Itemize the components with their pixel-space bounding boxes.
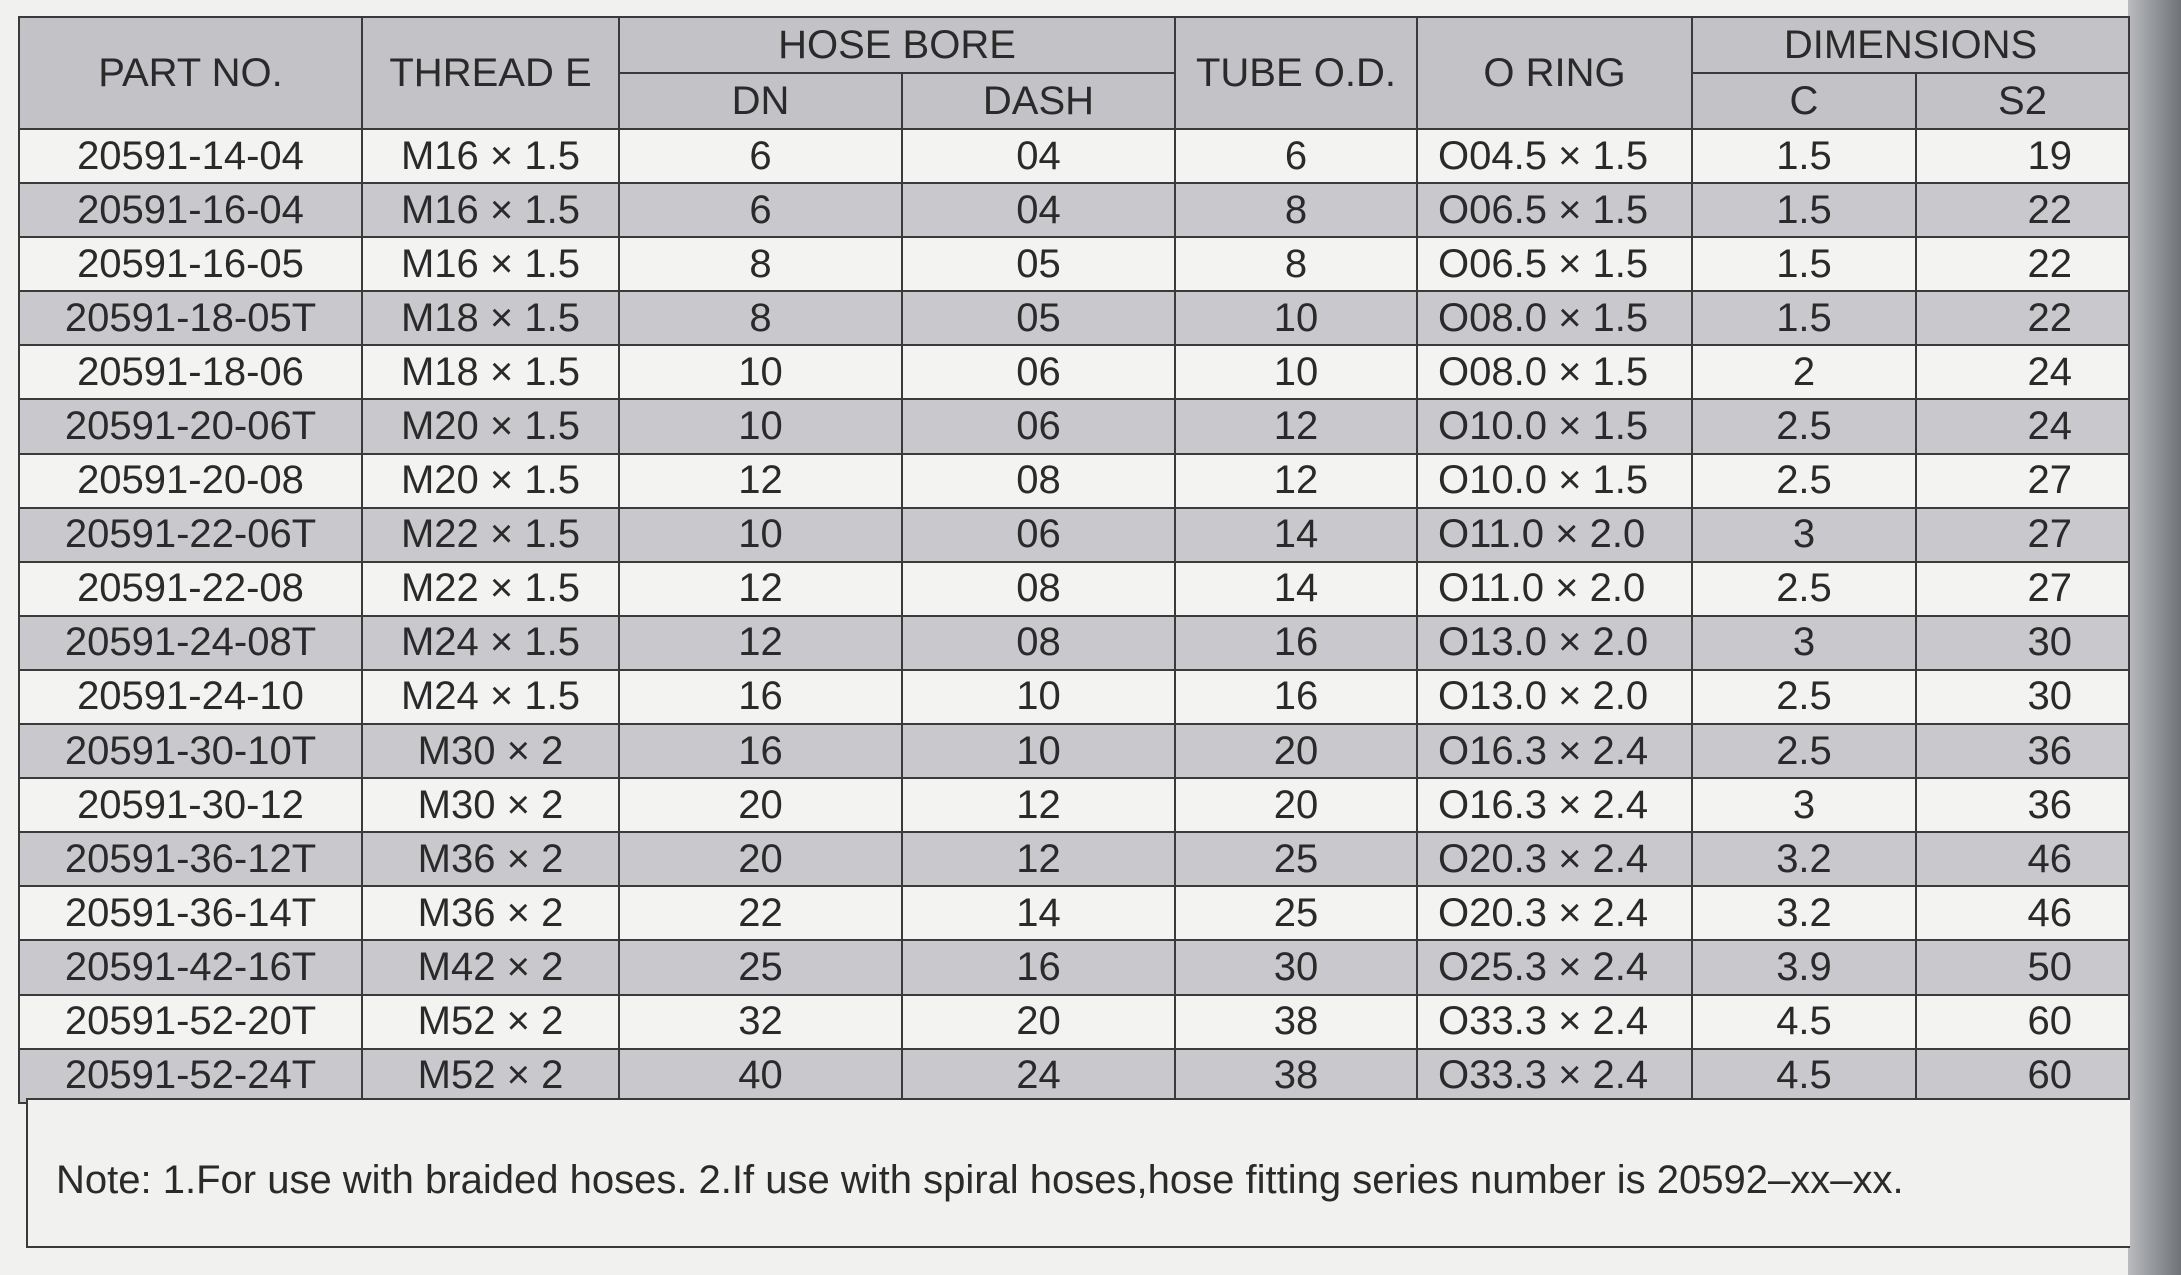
cell-c: 4.5: [1692, 995, 1916, 1049]
cell-dash: 04: [902, 129, 1175, 183]
cell-o-ring: O25.3 × 2.4: [1417, 940, 1692, 994]
header-c: C: [1692, 73, 1916, 129]
cell-thread-e: M24 × 1.5: [362, 616, 619, 670]
cell-o-ring: O33.3 × 2.4: [1417, 1049, 1692, 1103]
cell-dn: 20: [619, 832, 902, 886]
cell-s2: 27: [1916, 508, 2129, 562]
cell-s2: 36: [1916, 724, 2129, 778]
cell-c: 3: [1692, 778, 1916, 832]
cell-thread-e: M20 × 1.5: [362, 399, 619, 453]
table-row: [19, 940, 2129, 994]
cell-o-ring: O16.3 × 2.4: [1417, 724, 1692, 778]
cell-c: 2.5: [1692, 399, 1916, 453]
header-o-ring: O RING: [1417, 17, 1692, 129]
cell-thread-e: M16 × 1.5: [362, 129, 619, 183]
cell-dn: 32: [619, 995, 902, 1049]
cell-part-no: 20591-52-20T: [19, 995, 362, 1049]
cell-s2: 27: [1916, 562, 2129, 616]
cell-c: 3: [1692, 508, 1916, 562]
cell-dash: 24: [902, 1049, 1175, 1103]
cell-dash: 10: [902, 670, 1175, 724]
cell-s2: 46: [1916, 832, 2129, 886]
cell-tube-od: 6: [1175, 129, 1417, 183]
cell-tube-od: 14: [1175, 562, 1417, 616]
cell-dash: 08: [902, 562, 1175, 616]
cell-s2: 60: [1916, 1049, 2129, 1103]
cell-dn: 10: [619, 508, 902, 562]
cell-c: 1.5: [1692, 183, 1916, 237]
cell-c: 3.2: [1692, 832, 1916, 886]
cell-dash: 16: [902, 940, 1175, 994]
cell-tube-od: 8: [1175, 237, 1417, 291]
table-row: [19, 995, 2129, 1049]
cell-c: 1.5: [1692, 291, 1916, 345]
cell-c: 4.5: [1692, 1049, 1916, 1103]
cell-dn: 40: [619, 1049, 902, 1103]
cell-tube-od: 12: [1175, 454, 1417, 508]
cell-s2: 36: [1916, 778, 2129, 832]
table-row: [19, 832, 2129, 886]
table-row: [19, 183, 2129, 237]
cell-o-ring: O06.5 × 1.5: [1417, 237, 1692, 291]
cell-dash: 05: [902, 291, 1175, 345]
cell-dash: 20: [902, 995, 1175, 1049]
cell-part-no: 20591-30-10T: [19, 724, 362, 778]
cell-part-no: 20591-16-04: [19, 183, 362, 237]
cell-c: 2.5: [1692, 670, 1916, 724]
cell-part-no: 20591-30-12: [19, 778, 362, 832]
header-s2: S2: [1916, 73, 2129, 129]
cell-thread-e: M36 × 2: [362, 832, 619, 886]
cell-dn: 22: [619, 886, 902, 940]
table-row: [19, 886, 2129, 940]
table-row: [19, 508, 2129, 562]
cell-tube-od: 38: [1175, 995, 1417, 1049]
cell-tube-od: 30: [1175, 940, 1417, 994]
cell-tube-od: 25: [1175, 832, 1417, 886]
cell-dash: 06: [902, 508, 1175, 562]
cell-thread-e: M22 × 1.5: [362, 562, 619, 616]
cell-o-ring: O11.0 × 2.0: [1417, 562, 1692, 616]
cell-part-no: 20591-14-04: [19, 129, 362, 183]
cell-c: 1.5: [1692, 237, 1916, 291]
cell-dash: 06: [902, 399, 1175, 453]
cell-part-no: 20591-20-06T: [19, 399, 362, 453]
cell-dn: 16: [619, 724, 902, 778]
cell-thread-e: M52 × 2: [362, 1049, 619, 1103]
cell-o-ring: O20.3 × 2.4: [1417, 832, 1692, 886]
cell-tube-od: 25: [1175, 886, 1417, 940]
cell-c: 2.5: [1692, 724, 1916, 778]
cell-c: 1.5: [1692, 129, 1916, 183]
cell-part-no: 20591-16-05: [19, 237, 362, 291]
cell-thread-e: M52 × 2: [362, 995, 619, 1049]
table-row: [19, 129, 2129, 183]
table-row: [19, 724, 2129, 778]
cell-o-ring: O16.3 × 2.4: [1417, 778, 1692, 832]
header-hose-bore: HOSE BORE: [619, 17, 1175, 73]
cell-o-ring: O10.0 × 1.5: [1417, 399, 1692, 453]
cell-dash: 10: [902, 724, 1175, 778]
cell-dn: 12: [619, 454, 902, 508]
header-thread-e: THREAD E: [362, 17, 619, 129]
table-body: [19, 129, 2129, 1103]
table-row: [19, 1049, 2129, 1103]
header-tube-od: TUBE O.D.: [1175, 17, 1417, 129]
table-row: [19, 454, 2129, 508]
cell-o-ring: O33.3 × 2.4: [1417, 995, 1692, 1049]
cell-thread-e: M30 × 2: [362, 724, 619, 778]
table-row: [19, 399, 2129, 453]
cell-part-no: 20591-18-05T: [19, 291, 362, 345]
cell-thread-e: M22 × 1.5: [362, 508, 619, 562]
cell-c: 2.5: [1692, 454, 1916, 508]
cell-s2: 60: [1916, 995, 2129, 1049]
cell-dn: 6: [619, 183, 902, 237]
cell-dn: 20: [619, 778, 902, 832]
cell-thread-e: M16 × 1.5: [362, 237, 619, 291]
cell-o-ring: O11.0 × 2.0: [1417, 508, 1692, 562]
table-row: [19, 616, 2129, 670]
cell-o-ring: O04.5 × 1.5: [1417, 129, 1692, 183]
cell-dn: 6: [619, 129, 902, 183]
cell-s2: 22: [1916, 183, 2129, 237]
cell-tube-od: 12: [1175, 399, 1417, 453]
cell-dash: 12: [902, 778, 1175, 832]
cell-o-ring: O10.0 × 1.5: [1417, 454, 1692, 508]
table-row: [19, 291, 2129, 345]
note-text: Note: 1.For use with braided hoses. 2.If use with spiral hoses,hose fitting series number is 20592–xx–xx.: [56, 1158, 1904, 1202]
header-dimensions: DIMENSIONS: [1692, 17, 2129, 73]
cell-dash: 08: [902, 454, 1175, 508]
cell-part-no: 20591-20-08: [19, 454, 362, 508]
cell-o-ring: O13.0 × 2.0: [1417, 670, 1692, 724]
cell-part-no: 20591-22-06T: [19, 508, 362, 562]
cell-thread-e: M30 × 2: [362, 778, 619, 832]
cell-s2: 46: [1916, 886, 2129, 940]
cell-dn: 16: [619, 670, 902, 724]
cell-s2: 30: [1916, 670, 2129, 724]
cell-part-no: 20591-36-12T: [19, 832, 362, 886]
table-row: [19, 778, 2129, 832]
cell-part-no: 20591-18-06: [19, 345, 362, 399]
cell-c: 3.2: [1692, 886, 1916, 940]
cell-tube-od: 8: [1175, 183, 1417, 237]
table-row: [19, 562, 2129, 616]
cell-c: 3.9: [1692, 940, 1916, 994]
cell-tube-od: 10: [1175, 291, 1417, 345]
cell-part-no: 20591-24-08T: [19, 616, 362, 670]
cell-part-no: 20591-42-16T: [19, 940, 362, 994]
cell-part-no: 20591-22-08: [19, 562, 362, 616]
cell-s2: 50: [1916, 940, 2129, 994]
cell-dn: 8: [619, 237, 902, 291]
cell-s2: 19: [1916, 129, 2129, 183]
cell-s2: 30: [1916, 616, 2129, 670]
cell-s2: 22: [1916, 237, 2129, 291]
cell-c: 3: [1692, 616, 1916, 670]
cell-dn: 25: [619, 940, 902, 994]
cell-o-ring: O20.3 × 2.4: [1417, 886, 1692, 940]
cell-tube-od: 10: [1175, 345, 1417, 399]
cell-dn: 10: [619, 345, 902, 399]
header-dash: DASH: [902, 73, 1175, 129]
cell-c: 2.5: [1692, 562, 1916, 616]
cell-o-ring: O06.5 × 1.5: [1417, 183, 1692, 237]
cell-c: 2: [1692, 345, 1916, 399]
cell-tube-od: 38: [1175, 1049, 1417, 1103]
cell-thread-e: M24 × 1.5: [362, 670, 619, 724]
cell-s2: 24: [1916, 399, 2129, 453]
table-row: [19, 670, 2129, 724]
table-row: [19, 237, 2129, 291]
table-row: [19, 345, 2129, 399]
cell-o-ring: O13.0 × 2.0: [1417, 616, 1692, 670]
cell-part-no: 20591-24-10: [19, 670, 362, 724]
cell-dash: 08: [902, 616, 1175, 670]
cell-part-no: 20591-52-24T: [19, 1049, 362, 1103]
cell-thread-e: M42 × 2: [362, 940, 619, 994]
table-header: [19, 17, 2129, 129]
cell-s2: 22: [1916, 291, 2129, 345]
cell-dash: 12: [902, 832, 1175, 886]
cell-dn: 12: [619, 616, 902, 670]
cell-thread-e: M18 × 1.5: [362, 345, 619, 399]
cell-o-ring: O08.0 × 1.5: [1417, 345, 1692, 399]
cell-dn: 10: [619, 399, 902, 453]
cell-dash: 05: [902, 237, 1175, 291]
header-part-no: PART NO.: [19, 17, 362, 129]
cell-s2: 24: [1916, 345, 2129, 399]
note-box: [26, 1098, 2130, 1248]
cell-tube-od: 20: [1175, 724, 1417, 778]
cell-o-ring: O08.0 × 1.5: [1417, 291, 1692, 345]
cell-s2: 27: [1916, 454, 2129, 508]
cell-dn: 8: [619, 291, 902, 345]
cell-part-no: 20591-36-14T: [19, 886, 362, 940]
header-dn: DN: [619, 73, 902, 129]
cell-thread-e: M16 × 1.5: [362, 183, 619, 237]
cell-dn: 12: [619, 562, 902, 616]
cell-tube-od: 20: [1175, 778, 1417, 832]
cell-thread-e: M36 × 2: [362, 886, 619, 940]
fitting-spec-table: [18, 16, 2130, 1104]
cell-dash: 06: [902, 345, 1175, 399]
cell-dash: 04: [902, 183, 1175, 237]
cell-thread-e: M20 × 1.5: [362, 454, 619, 508]
cell-thread-e: M18 × 1.5: [362, 291, 619, 345]
cell-tube-od: 16: [1175, 670, 1417, 724]
cell-tube-od: 14: [1175, 508, 1417, 562]
cell-dash: 14: [902, 886, 1175, 940]
cell-tube-od: 16: [1175, 616, 1417, 670]
page-edge-shadow: [2128, 0, 2181, 1275]
